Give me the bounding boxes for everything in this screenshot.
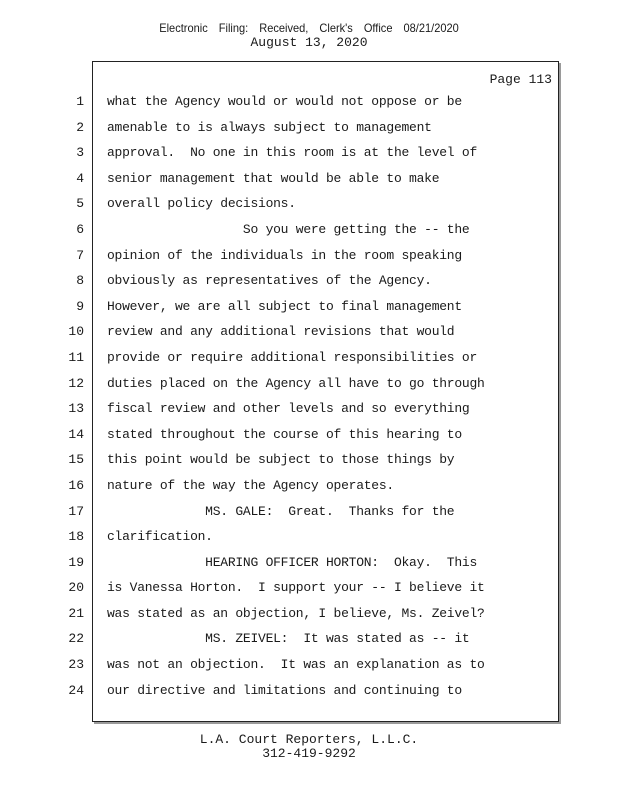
transcript-line	[0, 397, 618, 423]
line-text: amenable to is always subject to management	[107, 119, 432, 135]
transcript-line	[0, 448, 618, 474]
transcript-line	[0, 551, 618, 577]
line-text: our directive and limitations and continuing to	[107, 682, 462, 698]
filing-word-1: Electronic	[159, 21, 208, 35]
line-number: 20	[68, 580, 84, 596]
line-number: 10	[68, 324, 84, 340]
line-number: 1	[76, 94, 84, 109]
line-text: stated throughout the course of this hearing to	[107, 426, 462, 442]
hearing-date: August 13, 2020	[250, 35, 368, 50]
line-text: duties placed on the Agency all have to go through	[107, 375, 485, 391]
transcript-line	[0, 627, 618, 653]
transcript-line	[0, 244, 618, 270]
line-number: 19	[68, 554, 84, 570]
transcript-line	[0, 90, 618, 116]
line-text: obviously as representatives of the Agency.	[107, 273, 432, 289]
line-number: 12	[68, 375, 84, 391]
transcript-line	[0, 679, 618, 705]
line-text: MS. GALE: Great. Thanks for the	[107, 503, 455, 519]
reporter-phone: 312-419-9292	[262, 746, 356, 761]
line-number: 16	[68, 477, 84, 493]
reporter-company: L.A. Court Reporters, L.L.C.	[199, 732, 419, 747]
line-text: opinion of the individuals in the room speaking	[107, 247, 462, 263]
page-footer	[0, 733, 618, 761]
transcript-line	[0, 269, 618, 295]
line-number: 23	[68, 657, 84, 673]
line-number: 24	[68, 682, 84, 698]
line-text: fiscal review and other levels and so everything	[107, 401, 470, 417]
line-number: 5	[76, 196, 84, 212]
line-text: MS. ZEIVEL: It was stated as -- it	[107, 631, 470, 647]
line-number: 17	[68, 503, 84, 519]
line-number: 2	[76, 119, 84, 135]
filing-word-2: Filing:	[218, 21, 249, 35]
transcript-line	[0, 167, 618, 193]
line-number: 8	[76, 273, 84, 289]
transcript-line	[0, 218, 618, 244]
line-text: was not an objection. It was an explanation as to	[107, 657, 485, 673]
line-text: this point would be subject to those things by	[107, 452, 455, 468]
line-text: So you were getting the -- the	[107, 221, 470, 237]
line-text: senior management that would be able to make	[107, 170, 440, 186]
transcript-line	[0, 295, 618, 321]
line-number: 9	[76, 298, 84, 314]
line-text: clarification.	[107, 529, 213, 545]
line-number: 7	[76, 247, 84, 263]
line-text: review and any additional revisions that would	[107, 324, 455, 340]
page-number: Page 113	[489, 72, 552, 87]
filing-word-4: Clerk's	[319, 21, 353, 35]
transcript-line	[0, 346, 618, 372]
line-text: nature of the way the Agency operates.	[107, 477, 394, 493]
transcript-line	[0, 116, 618, 142]
line-text: overall policy decisions.	[107, 196, 296, 212]
line-number: 15	[68, 452, 84, 468]
line-number: 14	[68, 426, 84, 442]
transcript-line	[0, 474, 618, 500]
transcript-line	[0, 372, 618, 398]
transcript-line	[0, 653, 618, 679]
transcript-line	[0, 192, 618, 218]
line-text: is Vanessa Horton. I support your -- I believe it	[107, 580, 485, 596]
filing-date: 08/21/2020	[403, 21, 459, 35]
line-text: was stated as an objection, I believe, Ms. Zeivel?	[107, 605, 485, 621]
line-number: 22	[68, 631, 84, 647]
transcript-line	[0, 576, 618, 602]
line-text: what the Agency would or would not oppose or be	[107, 94, 462, 109]
line-number: 6	[76, 221, 84, 237]
line-number: 4	[76, 170, 84, 186]
transcript-line	[0, 500, 618, 526]
line-number: 13	[68, 401, 84, 417]
transcript-line	[0, 602, 618, 628]
filing-word-5: Office	[363, 21, 393, 35]
line-number: 3	[76, 145, 84, 161]
transcript-line	[0, 320, 618, 346]
line-text: HEARING OFFICER HORTON: Okay. This	[107, 554, 478, 570]
line-number: 18	[68, 529, 84, 545]
transcript-line	[0, 141, 618, 167]
line-text: approval. No one in this room is at the level of	[107, 145, 478, 161]
line-number: 11	[68, 349, 84, 365]
line-text: provide or require additional responsibilities or	[107, 349, 478, 365]
transcript-line	[0, 525, 618, 551]
filing-stamp	[25, 21, 594, 35]
transcript-line	[0, 423, 618, 449]
transcript-lines	[0, 90, 618, 704]
line-text: However, we are all subject to final management	[107, 298, 462, 314]
filing-word-3: Received,	[259, 21, 309, 35]
line-number: 21	[68, 605, 84, 621]
